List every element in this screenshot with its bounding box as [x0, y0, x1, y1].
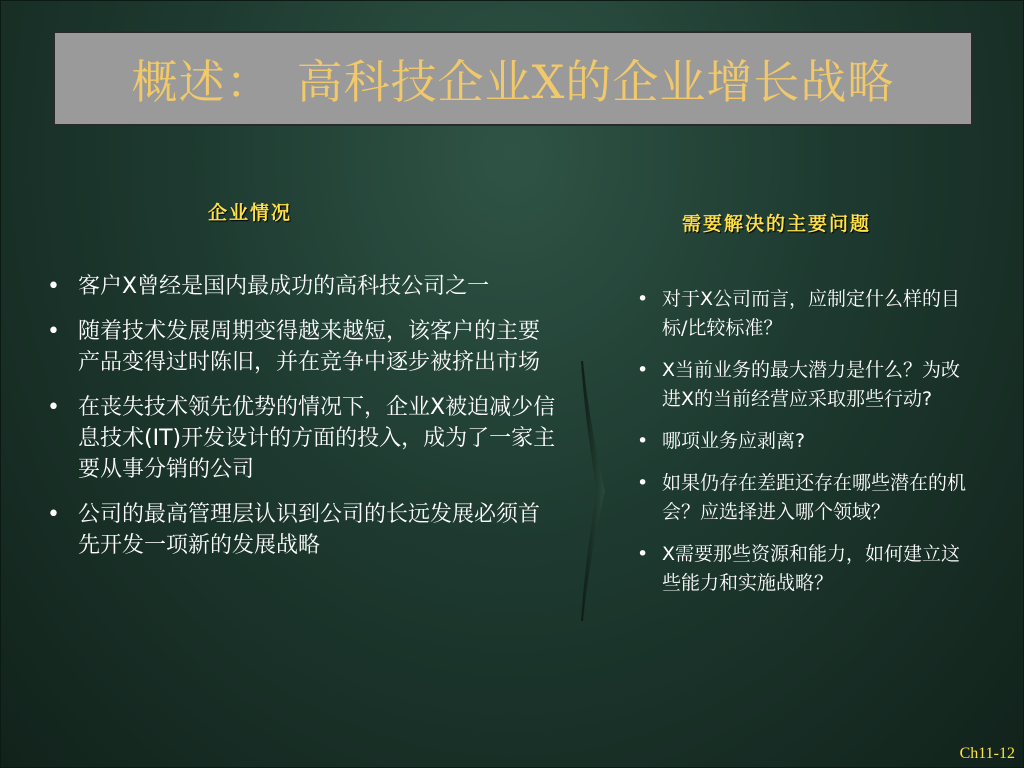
chevron-divider-icon: [579, 361, 607, 621]
list-item: [637, 540, 972, 598]
list-item-text: 如果仍存在差距还存在哪些潜在的机会？应选择进入哪个领域？: [662, 472, 967, 523]
list-item: [637, 356, 972, 414]
title-box: [53, 31, 973, 126]
bullet-icon: •: [637, 543, 649, 565]
bullet-icon: •: [637, 359, 649, 381]
list-item-text: 在丧失技术领先优势的情况下，企业X被迫减少信息技术(IT)开发设计的方面的投入，成为了一家主要从事分销的公司: [78, 395, 556, 482]
company-situation-list: [47, 271, 557, 575]
list-item-text: X当前业务的最大潜力是什么？为改进X的当前经营应采取那些行动?: [662, 359, 961, 410]
list-item: [637, 469, 972, 527]
bullet-icon: •: [47, 502, 60, 527]
list-item: [47, 316, 557, 378]
bullet-icon: •: [47, 395, 60, 420]
list-item: [637, 427, 972, 456]
key-issues-list: [637, 285, 972, 611]
bullet-icon: •: [47, 274, 60, 299]
slide-number: Ch11-12: [959, 745, 1015, 762]
list-item: [47, 271, 557, 302]
list-item-text: 哪项业务应剥离?: [662, 430, 806, 452]
list-item: [637, 285, 972, 343]
list-item-text: 公司的最高管理层认识到公司的长远发展必须首先开发一项新的发展战略: [78, 502, 541, 558]
bullet-icon: •: [637, 288, 649, 310]
bullet-icon: •: [47, 319, 60, 344]
list-item: [47, 392, 557, 485]
bullet-icon: •: [637, 472, 649, 494]
list-item-text: 随着技术发展周期变得越来越短，该客户的主要产品变得过时陈旧，并在竞争中逐步被挤出市场: [78, 319, 541, 375]
list-item-text: 客户X曾经是国内最成功的高科技公司之一: [78, 274, 490, 299]
right-column-heading: 需要解决的主要问题: [682, 213, 872, 235]
list-item-text: X需要那些资源和能力，如何建立这些能力和实施战略？: [662, 543, 961, 594]
list-item: [47, 499, 557, 561]
left-column-heading: 企业情况: [208, 202, 293, 224]
slide-title: 概述： 高科技企业X的企业增长战略: [131, 54, 895, 109]
bullet-icon: •: [637, 430, 649, 452]
list-item-text: 对于X公司而言，应制定什么样的目标/比较标准？: [662, 288, 961, 339]
